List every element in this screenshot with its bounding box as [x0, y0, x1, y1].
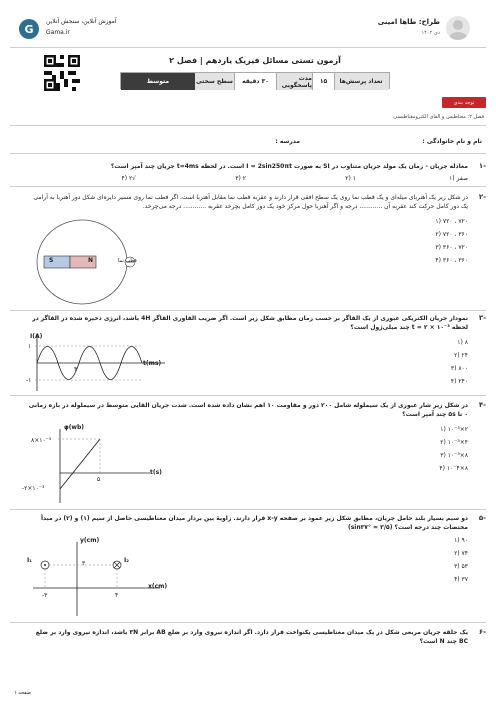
q4-bottom-tick: -۲×۱۰⁻³	[22, 485, 45, 492]
q5-x-axis-label: x(cm)	[148, 583, 168, 590]
q3-top-tick: ۱	[28, 343, 32, 350]
q3-x-tick: ۴	[74, 366, 78, 373]
question-1-text: معادله جریان - زمان یک مولد جریان متناوب در SI به صورت I = 2sin250πt است. در لحظه t=4ms جریان چند آمپر است؟	[110, 163, 468, 170]
q2-divider	[10, 310, 486, 311]
q-count: ۱۵	[312, 73, 335, 90]
question-5-number: ۵-	[478, 514, 486, 522]
q5-x-tick-pos: ۴	[115, 592, 119, 599]
question-2-text: در شکل زیر یک آهنربای میله‌ای و یک قطب نما روی یک سطح افقی قرار دارند و عقربه قطب نما مقابل آهنربا است. اگر قطب نما روی مسیر دایره‌ای شکل دور آهنربا به آرامی یک دور کامل حرکت کند عقربه آن ............ درجه و اگر آهنربا حول مرکز خود یک دور کامل بچرخد عقربه ............ درجه می‌چرخد.	[33, 194, 468, 210]
q4-top-tick: ۸×۱۰⁻³	[31, 437, 52, 444]
exam-date: دی ۱۴۰۲	[421, 30, 440, 36]
q5-option-1[interactable]: ۹۰ (۱	[454, 537, 468, 544]
q4-y-axis-label: φ(wb)	[64, 424, 85, 431]
q5-wires-figure	[25, 538, 175, 618]
q3-divider	[10, 395, 486, 396]
magnet-s-label: S	[49, 257, 54, 264]
site-title: آموزش آنلاین، سنجش آنلاین	[46, 18, 117, 25]
q3-x-axis-label: t(ms)	[143, 360, 162, 367]
q4-option-3[interactable]: ۸×۱۰⁻³ (۳	[440, 452, 468, 459]
question-4-number: ۴-	[478, 401, 486, 409]
magnet-n-label: N	[88, 257, 94, 264]
question-6-number: ۶-	[478, 628, 486, 636]
q4-option-2[interactable]: ۴×۱۰⁻³ (۲	[440, 439, 468, 446]
q3-bottom-tick: -۱	[26, 377, 32, 384]
q1-option-1[interactable]: صفر (۱	[449, 175, 468, 182]
topic-text: فصل ۲: مغناطیس و القای الکترومغناطیسی	[393, 114, 484, 120]
question-3-text: نمودار جریان الکتریکی عبوری از یک القاگر بر حسب زمان مطابق شکل زیر است. اگر ضریب القاوری القاگر 4H باشد، انرژی ذخیره شده در القاگر در لحظه t = ۲ × ۱۰⁻³ چند میلی‌ژول است؟	[32, 315, 468, 331]
q1-option-2[interactable]: ۱ (۲	[345, 175, 356, 182]
teacher-name: طراح: طاها امینی	[377, 18, 440, 26]
question-3-number: ۳-	[478, 314, 486, 322]
question-2-number: ۲-	[478, 193, 486, 201]
question-1-number: ۱-	[478, 162, 486, 170]
compass-label: قطب نما	[118, 258, 137, 264]
q-count-label: تعداد پرسش‌ها	[333, 73, 389, 90]
header-divider	[10, 47, 486, 48]
q5-y-axis-label: y(cm)	[80, 537, 100, 544]
q4-x-tick: ۵	[97, 476, 101, 483]
student-divider	[10, 153, 486, 154]
info-bar	[120, 72, 390, 89]
q5-divider	[10, 622, 486, 623]
q1-option-3[interactable]: ۲ (۳	[235, 175, 246, 182]
question-4-text: در شکل زیر شار عبوری از یک سیملوله شامل ۲۰۰ دور و مقاومت ۱۰ اهم نشان داده شده است. شدت جریان القایی متوسط در سیملوله در بازه زمانی ۰ تا ۵s چند آمپر است؟	[28, 402, 468, 418]
q1-divider	[10, 186, 486, 187]
duration-value: ۳۰ دقیقه	[234, 73, 277, 90]
duration-label: مدت پاسخگویی	[275, 73, 312, 90]
q3-option-3[interactable]: ۸۰۰ (۳	[450, 365, 468, 372]
q5-option-3[interactable]: ۵۳ (۳	[454, 563, 468, 570]
topic-badge: توجه بندی	[442, 97, 486, 108]
q3-option-1[interactable]: ۸ (۱	[457, 339, 468, 346]
q5-option-4[interactable]: ۳۷ (۴	[454, 576, 468, 583]
q5-x-tick-neg: -۳	[42, 592, 48, 599]
student-name-label: نام و نام خانوادگی :	[422, 138, 482, 145]
wire-2-label: I₂	[124, 557, 129, 564]
svg-text:G: G	[24, 23, 34, 36]
q2-option-1[interactable]: ۷۲۰ ، ۷۲۰ (۱	[435, 218, 468, 225]
site-url: Gama.ir	[46, 29, 70, 36]
q2-option-4[interactable]: ۳۶۰ ، ۳۶۰ (۴	[435, 257, 468, 264]
avatar	[446, 16, 470, 40]
gama-logo	[18, 18, 40, 40]
q4-option-1[interactable]: ۲×۱۰⁻³ (۱	[440, 426, 468, 433]
q3-y-axis-label: I(A)	[30, 333, 43, 340]
level-value: متوسط	[121, 73, 195, 90]
question-5-text: دو سیم بسیار بلند حامل جریان، مطابق شکل زیر عمود بر صفحه x-y قرار دارند. زاویهٔ بین بردار میدان مغناطیسی حاصل از سیم (۱) و (۲) در مبدأ مختصات چند درجه است؟ (sin۳۷° = ۳/۵)	[40, 515, 468, 531]
q5-option-2[interactable]: ۷۴ (۲	[454, 550, 468, 557]
q4-option-4[interactable]: ۸×۱۰⁻۴ (۴	[439, 465, 468, 472]
q2-option-2[interactable]: ۳۶۰ ، ۷۲۰ (۲	[435, 231, 468, 238]
qr-code	[44, 55, 80, 91]
wire-1-label: I₁	[27, 557, 32, 564]
q4-divider	[10, 509, 486, 510]
q3-option-2[interactable]: ۲۴ (۲	[454, 352, 468, 359]
topic-divider	[10, 125, 486, 126]
school-label: مدرسه :	[275, 138, 300, 145]
q3-option-4[interactable]: ۲۴۰ (۴	[450, 378, 468, 385]
page-number: صفحه ۱	[14, 690, 31, 696]
exam-title: آزمون تستی مسائل فیزیک یازدهم | فصل ۲	[169, 56, 341, 65]
level-label: سطح سختی	[195, 73, 234, 90]
q2-option-3[interactable]: ۷۲۰ ، ۳۶۰ (۳	[435, 244, 468, 251]
question-6-text: یک حلقه جریان مربعی شکل در یک میدان مغناطیسی یکنواخت قرار دارد. اگر اندازه نیروی وارد بر ضلع AB برابر ۳N باشد، اندازه نیروی وارد بر ضلع BC چند N است؟	[35, 629, 468, 645]
q4-x-axis-label: t(s)	[150, 469, 162, 476]
q1-option-4[interactable]: √۲ (۴	[121, 175, 136, 182]
q5-y-tick: ۳	[82, 560, 86, 567]
